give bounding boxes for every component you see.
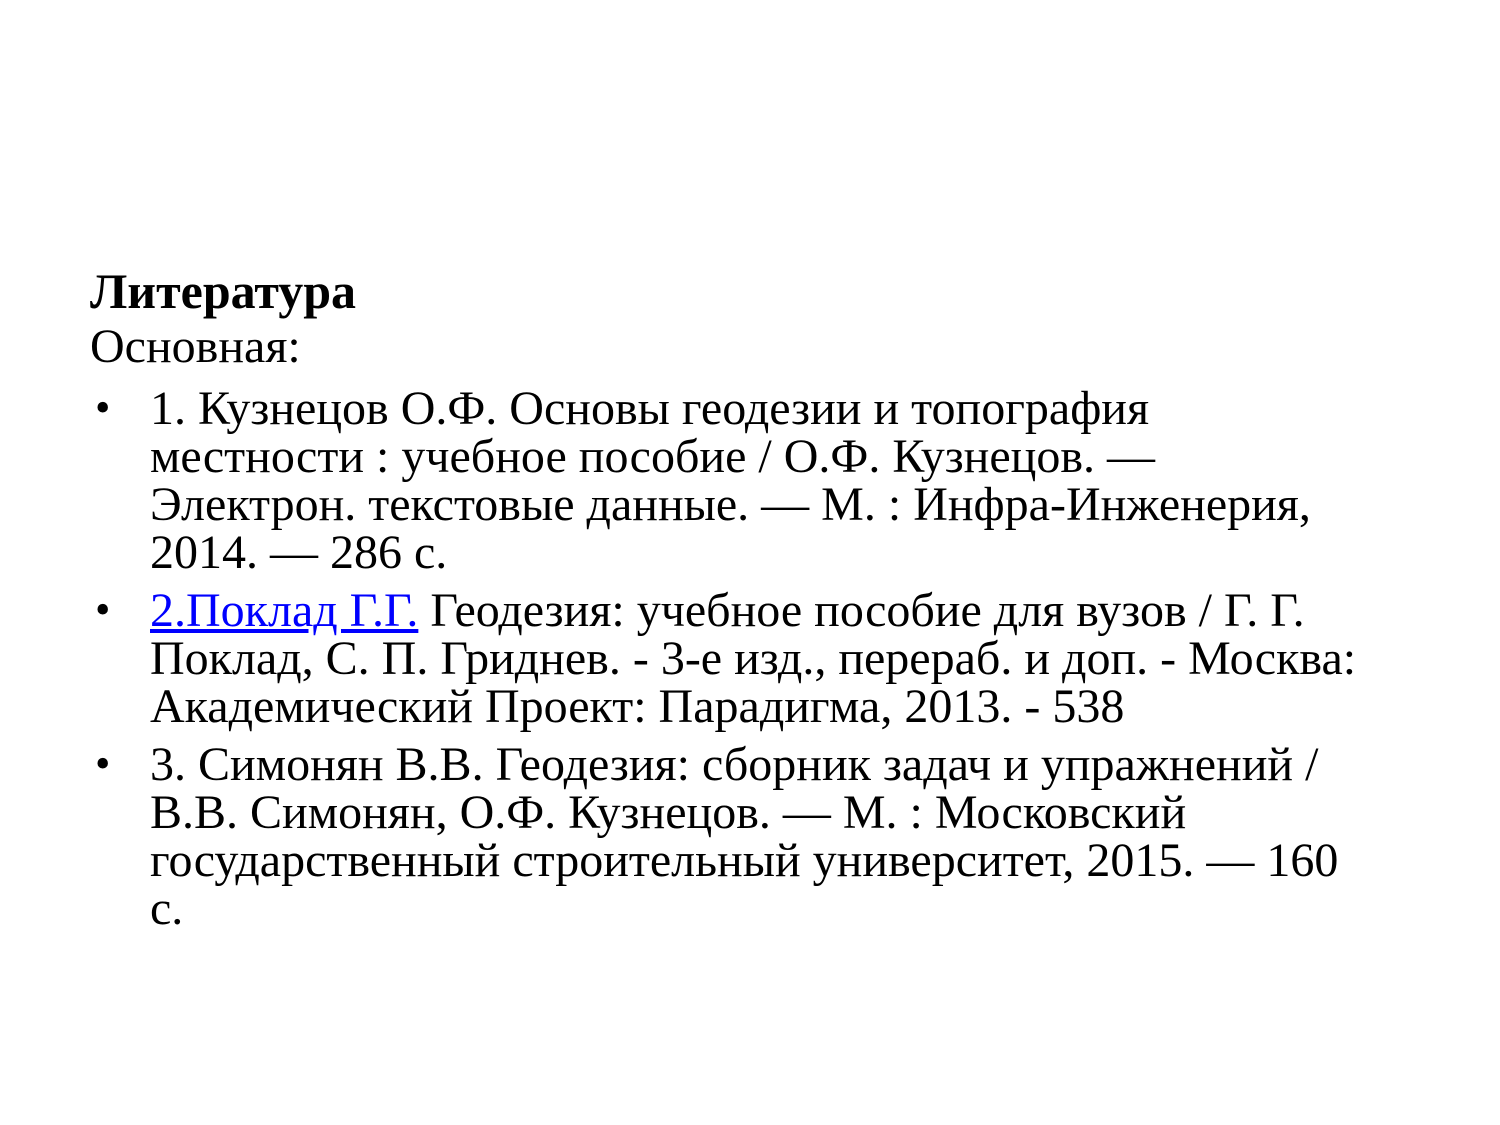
reference-text-line: 1. Кузнецов О.Ф. Основы геодезии и топография — [150, 382, 1150, 435]
reference-text-line — [150, 584, 1470, 637]
reference-list — [90, 382, 1470, 935]
reference-text-line: Академический Проект: Парадигма, 2013. - 538 — [150, 680, 1125, 733]
text-block — [90, 264, 1470, 943]
reference-text-line: В.В. Симонян, О.Ф. Кузнецов. — М. : Московский — [150, 786, 1187, 839]
reference-text-line: государственный строительный университет, 2015. — 160 — [150, 834, 1339, 887]
section-subtitle: Основная: — [90, 320, 301, 373]
bullet-icon: • — [95, 739, 111, 788]
reference-text-line: с. — [150, 882, 184, 935]
reference-text-line: местности : учебное пособие / О.Ф. Кузнецов. — — [150, 430, 1156, 483]
reference-text-line: 2014. — 286 с. — [150, 526, 448, 579]
bullet-icon: • — [95, 383, 111, 432]
reference-text-after-link: Геодезия: учебное пособие для вузов / Г. Г. — [418, 584, 1305, 637]
reference-text-line: Поклад, С. П. Гриднев. - 3-е изд., перераб. и доп. - Москва: — [150, 632, 1357, 685]
list-item-reference-3 — [90, 738, 1470, 935]
poklad-reference-link[interactable]: 2.Поклад Г.Г. — [150, 584, 419, 637]
reference-text-line: 3. Симонян В.В. Геодезия: сборник задач и упражнений / — [150, 738, 1319, 791]
reference-text-line: Электрон. текстовые данные. — М. : Инфра-Инженерия, — [150, 478, 1311, 531]
bullet-icon: • — [95, 585, 111, 634]
page-title: Литература — [90, 263, 357, 319]
list-item-reference-1 — [90, 382, 1470, 579]
list-item-reference-2 — [90, 584, 1470, 733]
